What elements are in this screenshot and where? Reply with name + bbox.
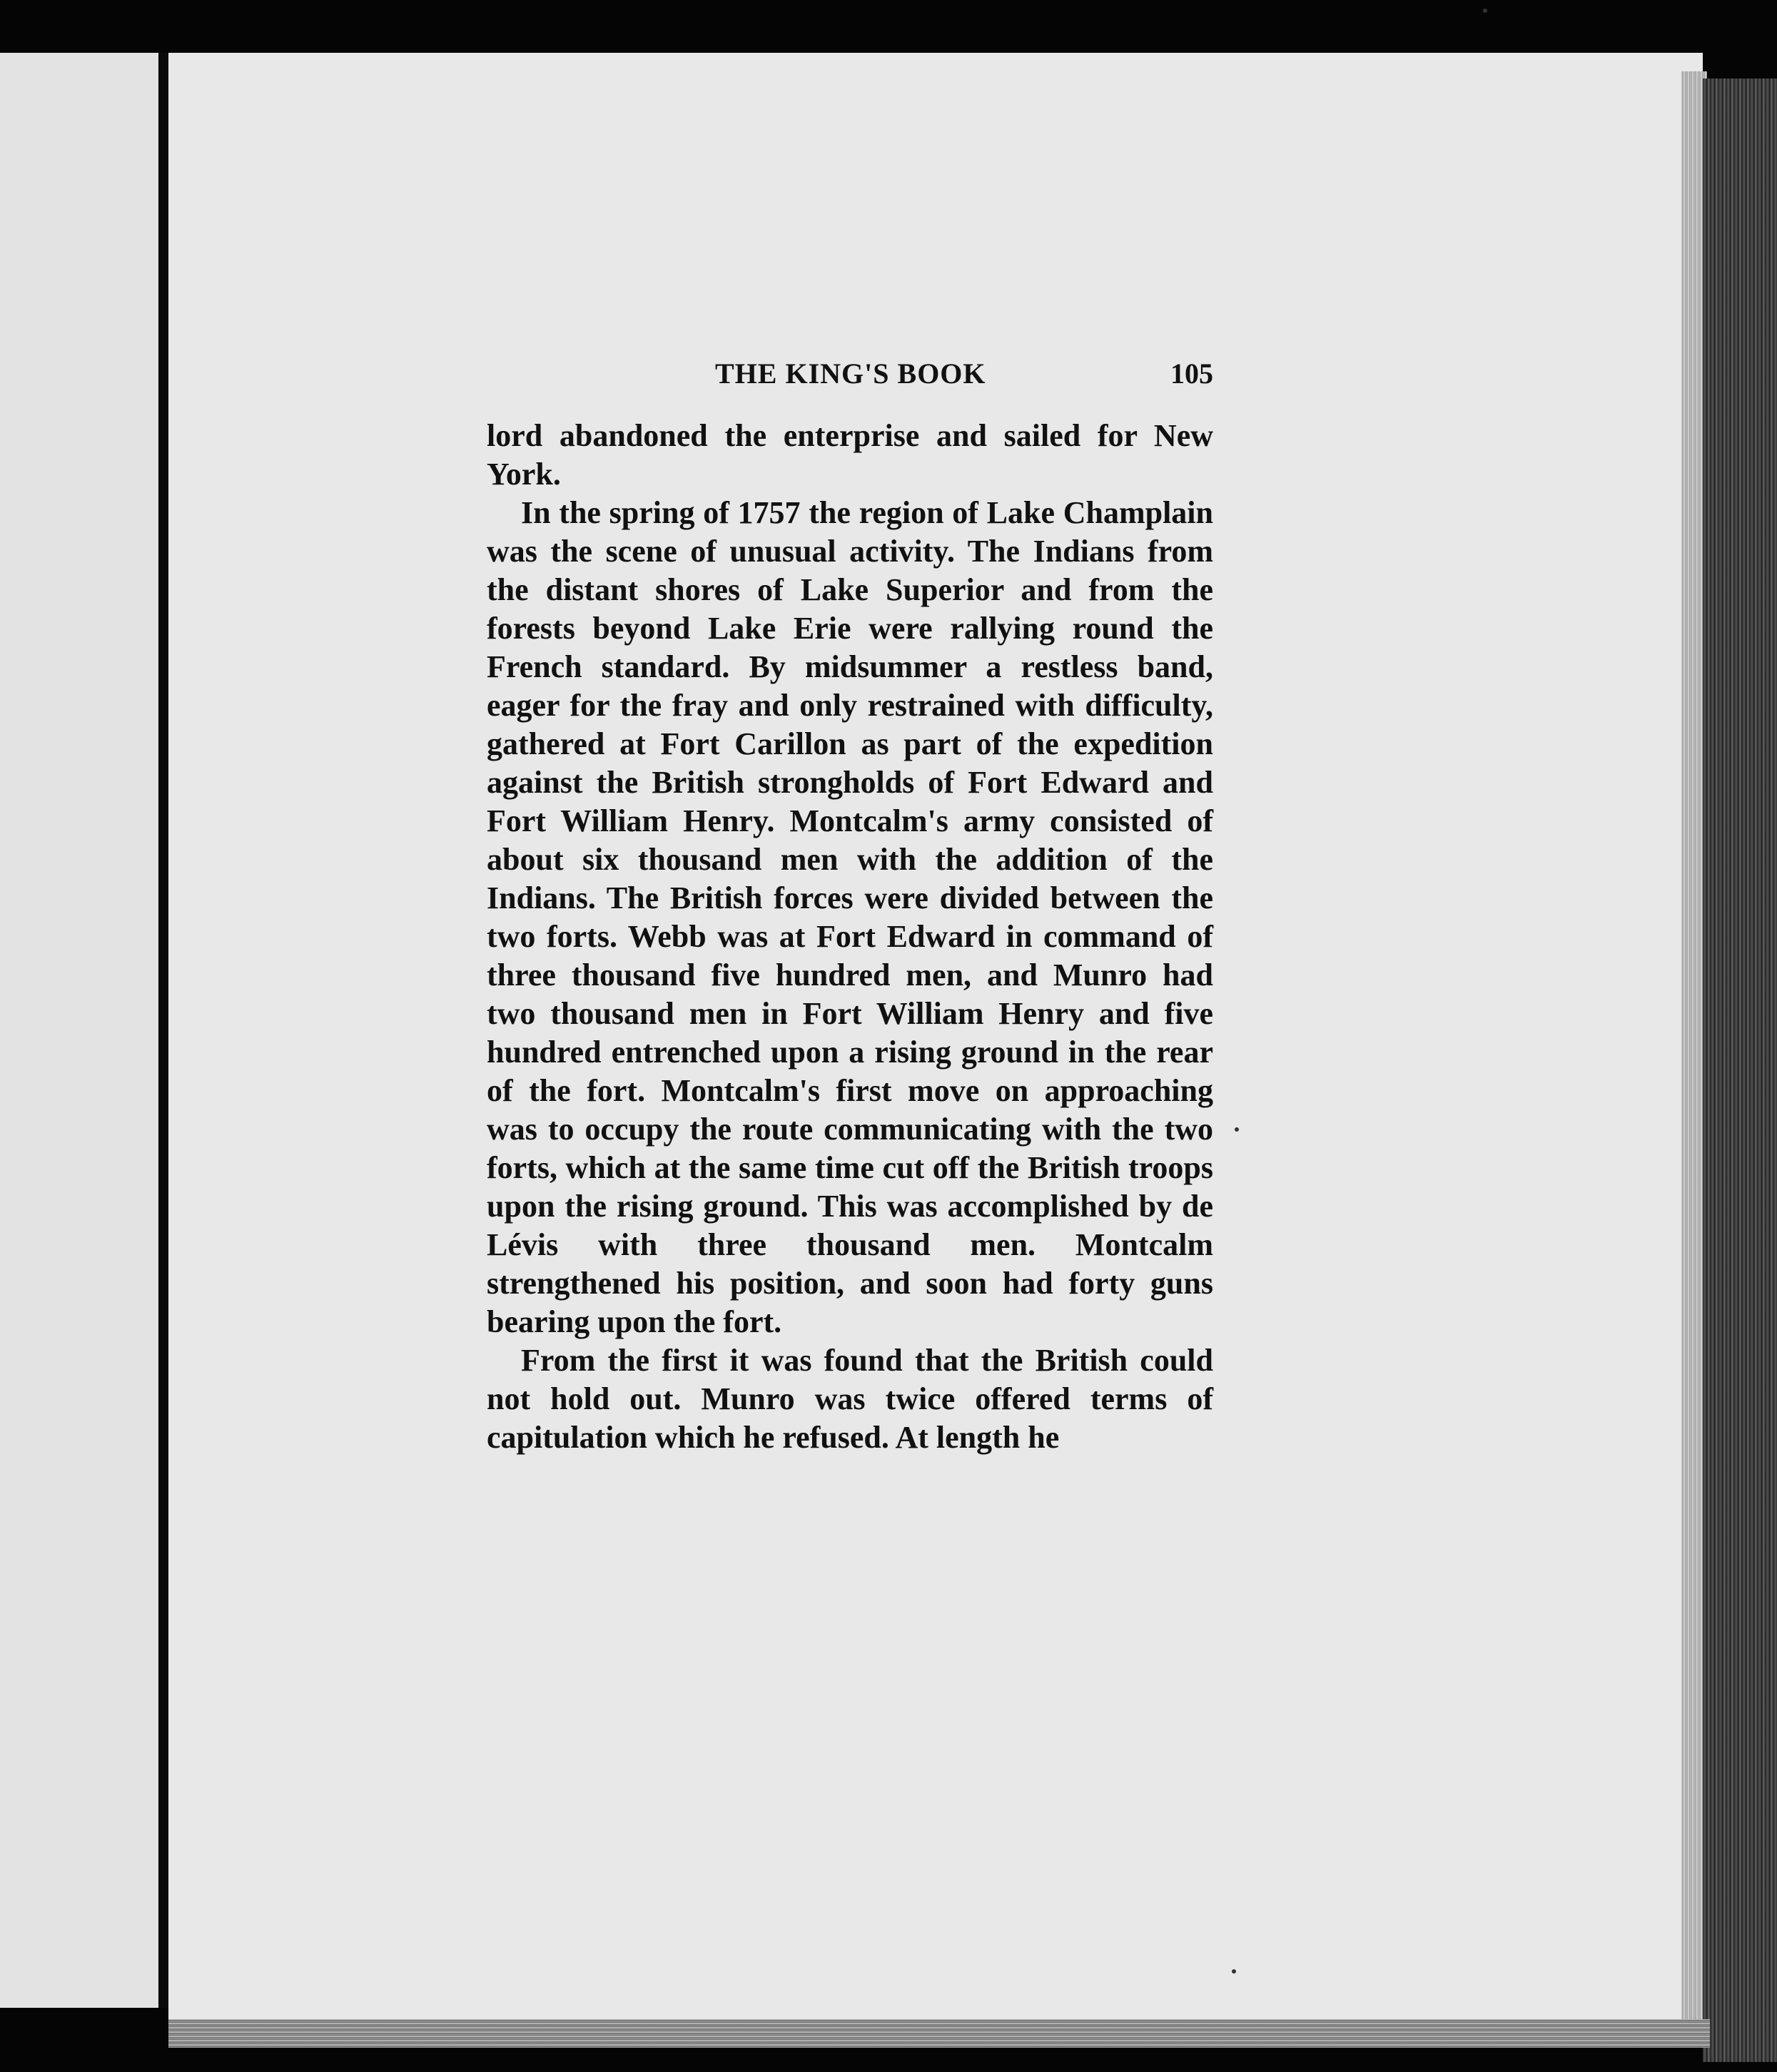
scan-speck xyxy=(1235,1127,1239,1132)
scan-speck xyxy=(1483,9,1487,13)
page-gutter-line xyxy=(158,53,168,2008)
paragraph-2: In the spring of 1757 the region of Lake Champlain was the scene of unusual activity. The Indians from the distant shores of Lake Superior and from the forests beyond Lake Erie were rallying round the French standard. By midsummer a restless band, eager for the fray and only restrained with difficulty, gathered at Fort Carillon as part of the expedition against the British strongholds of Fort Edward and Fort William Henry. Montcalm's army consisted of about six thousand men with the addition of the Indians. The British forces were divided between the two forts. Webb was at Fort Edward in command of three thousand five hundred men, and Munro had two thousand men in Fort William Henry and five hundred entrenched upon a rising ground in the rear of the fort. Montcalm's first move on approaching was to occupy the route communicating with the two forts, which at the same time cut off the British troops upon the rising ground. This was accomplished by de Lévis with three thousand men. Montcalm strengthened his position, and soon had forty guns bearing upon the fort. xyxy=(487,495,1213,1339)
scan-speck xyxy=(1232,1969,1236,1974)
page-body xyxy=(487,417,1213,1457)
paragraph-3: From the first it was found that the British could not hold out. Munro was twice offered terms of capitulation which he refused. At length he xyxy=(487,1343,1213,1455)
book-bottom-edge xyxy=(168,2019,1710,2048)
book-fore-edge xyxy=(1703,78,1777,2062)
page-number: 105 xyxy=(1170,357,1213,390)
running-head: THE KING'S BOOK xyxy=(715,357,986,390)
paragraph-1: lord abandoned the enterprise and sailed for New York. xyxy=(487,418,1213,492)
page-header xyxy=(487,357,1213,397)
left-page-edge xyxy=(0,53,158,2008)
